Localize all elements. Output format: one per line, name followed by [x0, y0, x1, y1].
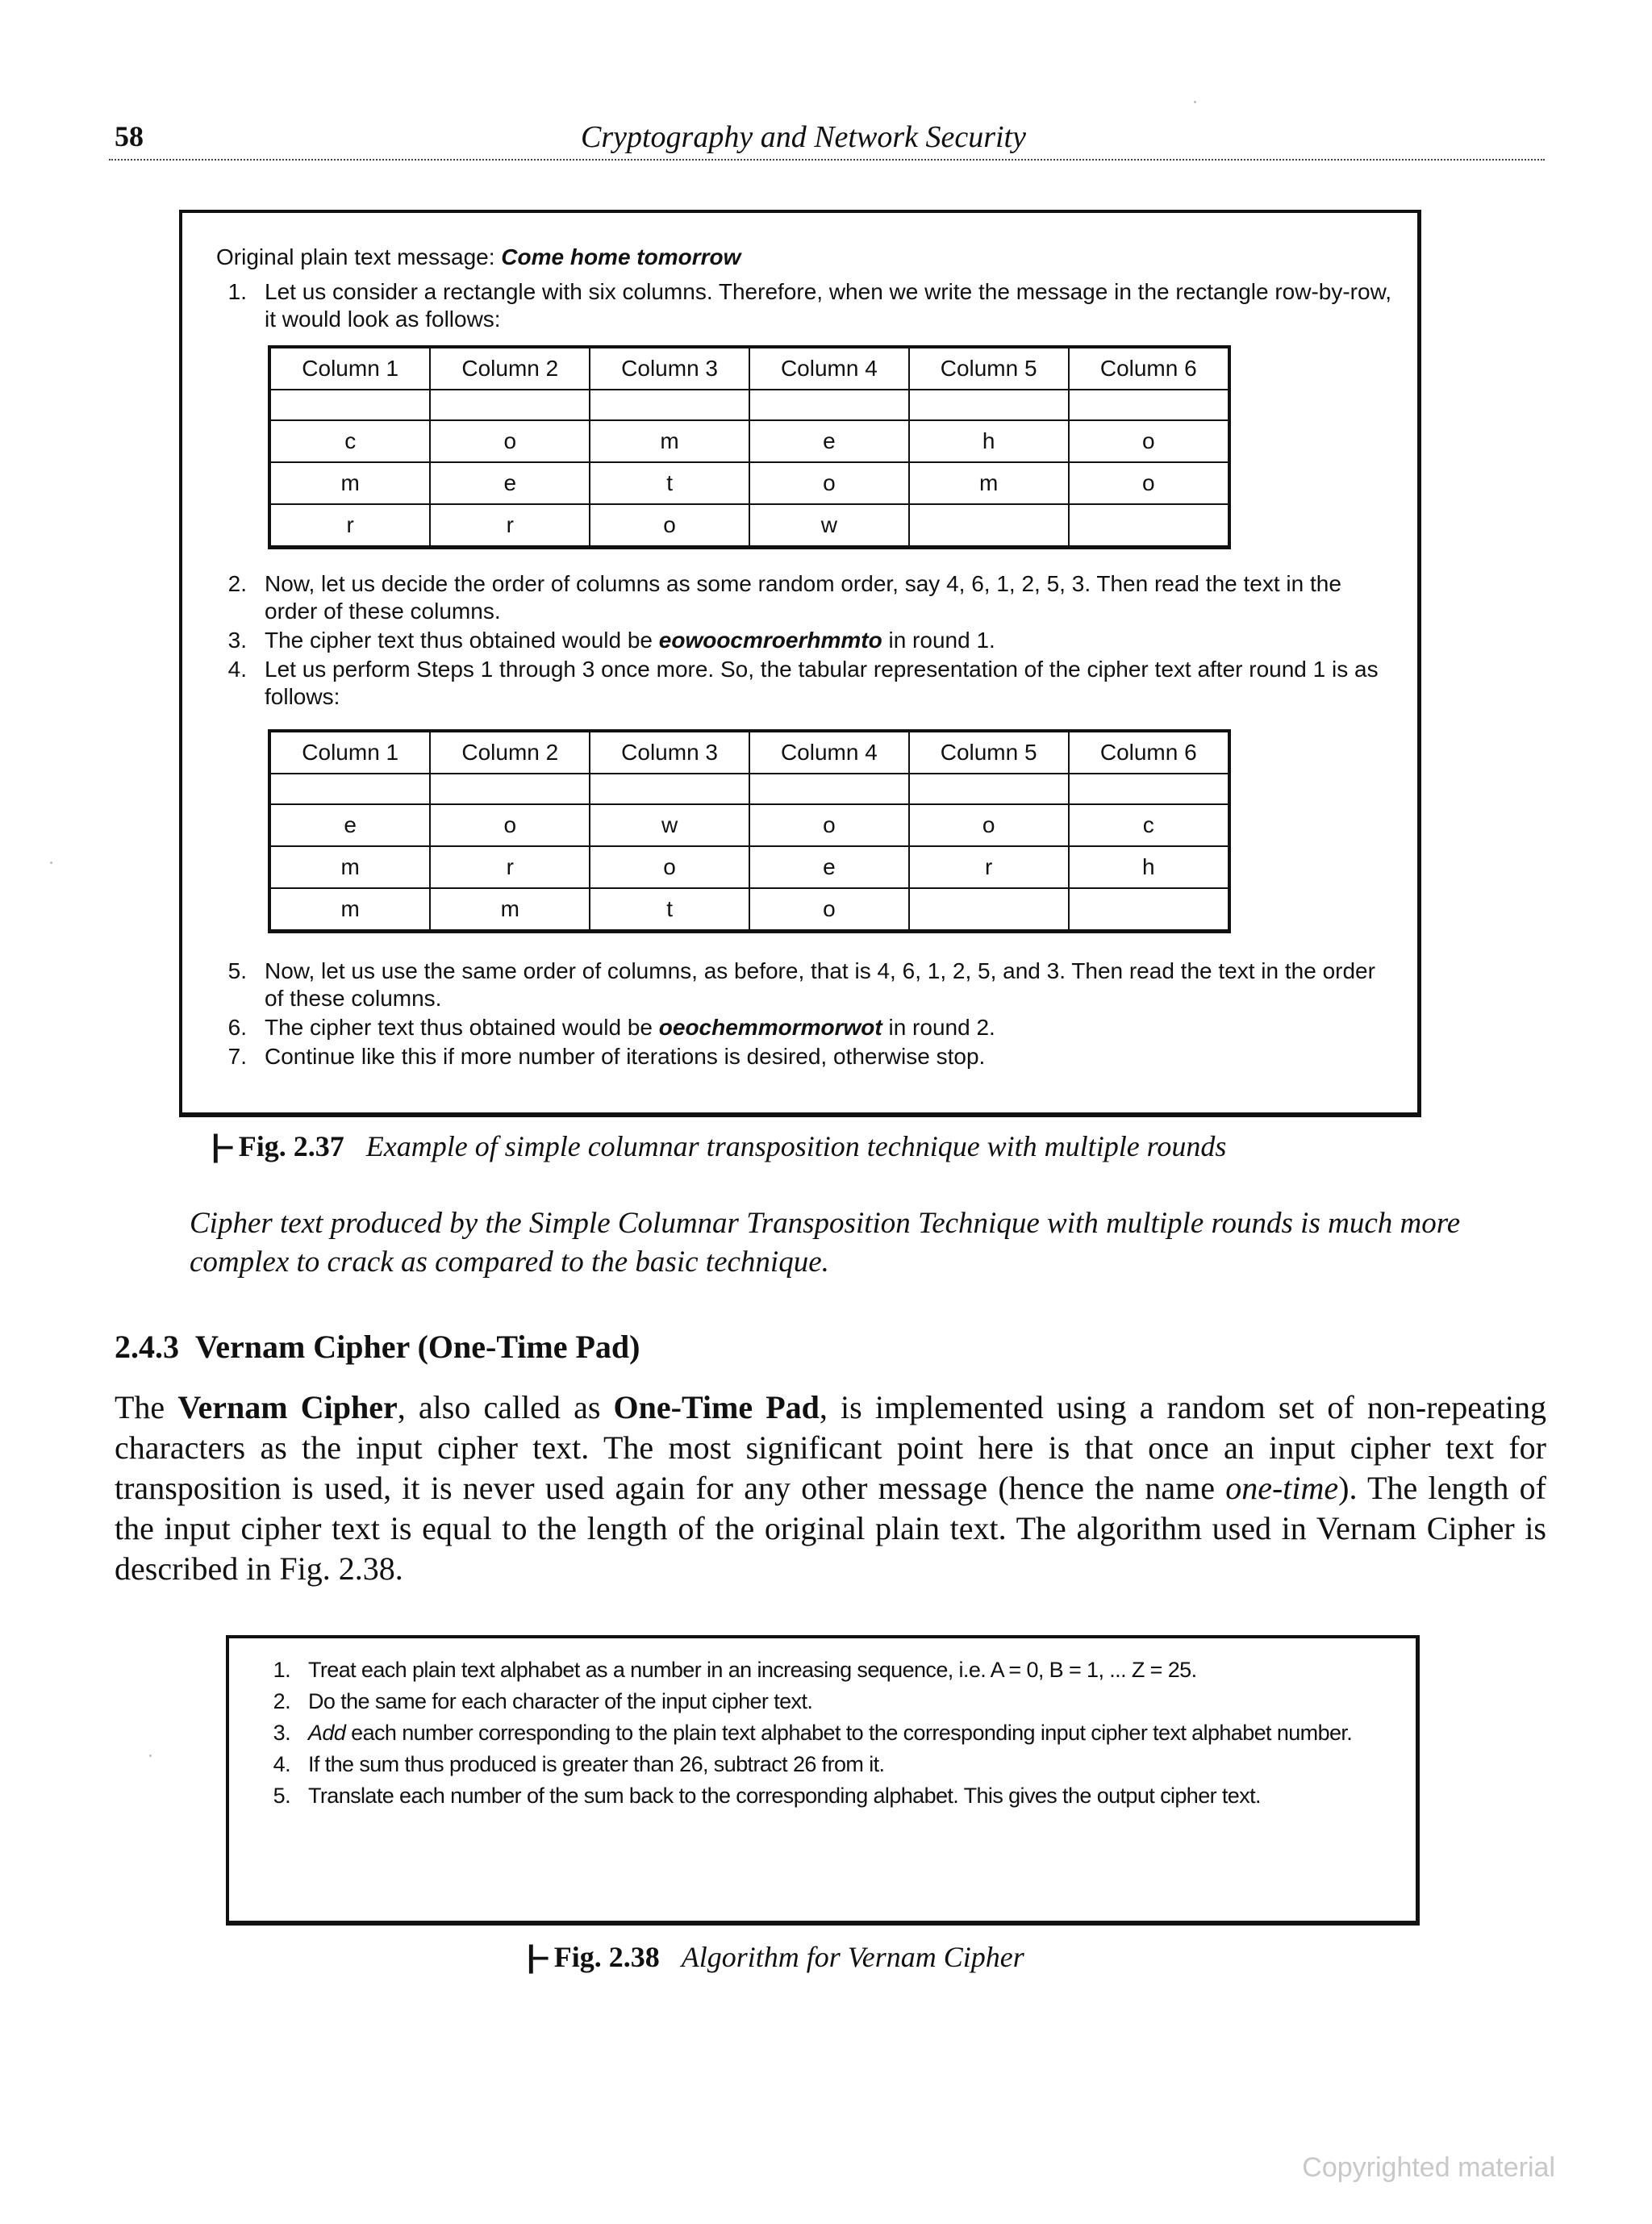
step-text: Continue like this if more number of iterations is desired, otherwise stop.	[265, 1044, 986, 1069]
table-cell	[909, 504, 1069, 548]
table-cell: r	[909, 846, 1069, 888]
step-text: Treat each plain text alphabet as a number in an increasing sequence, i.e. A = 0, B = 1, ... Z = 25.	[308, 1658, 1197, 1682]
round-1-table	[268, 729, 1231, 933]
step-text: each number corresponding to the plain text alphabet to the corresponding input cipher text alphabet number.	[345, 1721, 1353, 1745]
table-cell: e	[749, 420, 909, 462]
cipher-round-2: oeochemmormorwot	[658, 1015, 882, 1040]
step-text-post: in round 2.	[882, 1015, 995, 1040]
table-cell: o	[1069, 462, 1229, 504]
step-6	[215, 1014, 1392, 1041]
column-header: Column 5	[909, 347, 1069, 390]
table-cell: o	[590, 846, 749, 888]
table-header-row	[269, 731, 1229, 774]
algo-step-1	[258, 1656, 1395, 1684]
column-header: Column 5	[909, 731, 1069, 774]
para-text: The	[115, 1389, 178, 1425]
table-row	[269, 462, 1229, 504]
term-one-time-pad: One-Time Pad	[613, 1389, 820, 1425]
table-cell: o	[749, 804, 909, 846]
table-row	[269, 804, 1229, 846]
step-number: 3.	[227, 628, 247, 653]
step-number: 5.	[273, 1784, 290, 1808]
table-cell: w	[590, 804, 749, 846]
caption-label: Fig. 2.38	[553, 1941, 660, 1973]
caption-marker-icon: |–	[211, 1129, 231, 1163]
table-cell: o	[749, 462, 909, 504]
table-cell: t	[590, 888, 749, 932]
step-number: 4.	[227, 657, 247, 682]
blank-row	[269, 774, 1229, 804]
section-heading	[115, 1328, 640, 1366]
step-text: Let us perform Steps 1 through 3 once more. So, the tabular representation of the cipher text after round 1 is as follows:	[265, 657, 1379, 709]
step-5	[215, 958, 1392, 1012]
page-number: 58	[115, 120, 144, 152]
table-cell: c	[269, 420, 430, 462]
table-cell: m	[269, 462, 430, 504]
step-3	[215, 627, 1392, 654]
table-cell: m	[269, 888, 430, 932]
step-text-pre: The cipher text thus obtained would be	[265, 628, 659, 653]
step-text: Do the same for each character of the input cipher text.	[308, 1689, 813, 1713]
table-cell: t	[590, 462, 749, 504]
caption-marker-icon: |–	[527, 1940, 546, 1974]
steps-block-2	[215, 570, 1392, 711]
blank-row	[269, 390, 1229, 420]
scan-speck	[1194, 101, 1196, 103]
vernam-algorithm-steps	[258, 1656, 1395, 1809]
table-row	[269, 420, 1229, 462]
table-row	[269, 504, 1229, 548]
header-rule	[109, 159, 1545, 161]
step-text: Now, let us decide the order of columns as some random order, say 4, 6, 1, 2, 5, 3. Then read the text in the order of these columns.	[265, 571, 1341, 624]
running-title: Cryptography and Network Security	[581, 120, 1026, 154]
caption-label: Fig. 2.37	[238, 1130, 344, 1162]
term-vernam-cipher: Vernam Cipher	[177, 1389, 398, 1425]
table-cell: h	[909, 420, 1069, 462]
column-header: Column 2	[430, 347, 590, 390]
step-text: If the sum thus produced is greater than 26, subtract 26 from it.	[308, 1752, 885, 1776]
table-cell: o	[1069, 420, 1229, 462]
cipher-round-1: eowoocmroerhmmto	[658, 628, 882, 653]
table-header-row	[269, 347, 1229, 390]
step-text: Let us consider a rectangle with six columns. Therefore, when we write the message in the rectangle row-by-row, it would look as follows:	[265, 279, 1392, 332]
table-row	[269, 888, 1229, 932]
table-cell: r	[269, 504, 430, 548]
figure-2-38-caption	[527, 1940, 1024, 1975]
para-text: ). The length of the input cipher text is equal to the length of the original plain text. The algorithm used in Vernam Cipher is described in Fig. 2.38.	[115, 1470, 1547, 1587]
caption-text: Example of simple columnar transposition technique with multiple rounds	[365, 1130, 1227, 1162]
table-cell: r	[430, 846, 590, 888]
section-number: 2.4.3	[115, 1329, 179, 1365]
table-cell: r	[430, 504, 590, 548]
table-cell: e	[430, 462, 590, 504]
copyright-watermark: Copyrighted material	[1302, 2152, 1555, 2183]
column-header: Column 6	[1069, 731, 1229, 774]
step-number: 2.	[273, 1689, 290, 1713]
step-number: 4.	[273, 1752, 290, 1776]
step-2	[215, 570, 1392, 625]
step-number: 5.	[227, 958, 247, 983]
column-header: Column 1	[269, 731, 430, 774]
term-one-time: one-time	[1225, 1470, 1339, 1506]
step-4	[215, 656, 1392, 711]
column-header: Column 1	[269, 347, 430, 390]
scan-speck	[50, 862, 52, 864]
table-cell: o	[430, 420, 590, 462]
table-cell: o	[909, 804, 1069, 846]
step-text: Now, let us use the same order of columns, as before, that is 4, 6, 1, 2, 5, and 3. Then read the text in the order of these columns.	[265, 958, 1375, 1011]
table-cell: e	[749, 846, 909, 888]
para-text: , also called as	[397, 1389, 614, 1425]
table-cell	[909, 888, 1069, 932]
column-header: Column 3	[590, 347, 749, 390]
original-message-line	[216, 244, 740, 271]
table-cell: o	[590, 504, 749, 548]
step-7	[215, 1043, 1392, 1070]
section-title: Vernam Cipher (One-Time Pad)	[195, 1329, 640, 1365]
table-cell	[1069, 888, 1229, 932]
table-cell: w	[749, 504, 909, 548]
step-number: 3.	[273, 1721, 290, 1745]
table-cell: c	[1069, 804, 1229, 846]
table-row	[269, 846, 1229, 888]
caption-text: Algorithm for Vernam Cipher	[681, 1941, 1024, 1973]
table-cell: m	[430, 888, 590, 932]
step-text-pre: The cipher text thus obtained would be	[265, 1015, 659, 1040]
algo-step-5	[258, 1782, 1395, 1809]
highlight-note: Cipher text produced by the Simple Columnar Transposition Technique with multiple rounds is much more complex to crack as compared to the basic technique.	[190, 1207, 1461, 1279]
round-0-table	[268, 345, 1231, 549]
table-cell: e	[269, 804, 430, 846]
column-header: Column 2	[430, 731, 590, 774]
original-message-label: Original plain text message:	[216, 244, 502, 269]
column-header: Column 4	[749, 731, 909, 774]
step-text: Translate each number of the sum back to the corresponding alphabet. This gives the output cipher text.	[308, 1784, 1261, 1808]
step-number: 7.	[227, 1044, 247, 1069]
column-header: Column 3	[590, 731, 749, 774]
table-cell: m	[590, 420, 749, 462]
column-header: Column 4	[749, 347, 909, 390]
table-cell: m	[909, 462, 1069, 504]
steps-block-3	[215, 958, 1392, 1070]
vernam-paragraph	[115, 1387, 1546, 1589]
column-header: Column 6	[1069, 347, 1229, 390]
table-cell: h	[1069, 846, 1229, 888]
original-message: Come home tomorrow	[501, 244, 741, 269]
step-number: 6.	[227, 1015, 247, 1040]
step-number: 1.	[273, 1658, 290, 1682]
table-cell: m	[269, 846, 430, 888]
step-number: 1.	[227, 279, 247, 304]
para-text: , is implemented using a random set of non-repeating characters as the input cipher text. The most significant point here is that once an input cipher text for transposition is used, it is never used again for any other message (hence the name	[115, 1389, 1546, 1506]
algo-step-3	[258, 1719, 1395, 1746]
step-emphasis: Add	[308, 1721, 346, 1745]
table-cell: o	[749, 888, 909, 932]
step-text-post: in round 1.	[882, 628, 995, 653]
algo-step-2	[258, 1688, 1395, 1715]
steps-block-1	[215, 278, 1392, 333]
step-number: 2.	[227, 571, 247, 596]
step-1	[215, 278, 1392, 333]
scan-speck	[149, 1755, 152, 1757]
table-cell	[1069, 504, 1229, 548]
table-cell: o	[430, 804, 590, 846]
algo-step-4	[258, 1750, 1395, 1778]
figure-2-37-caption	[211, 1129, 1226, 1164]
